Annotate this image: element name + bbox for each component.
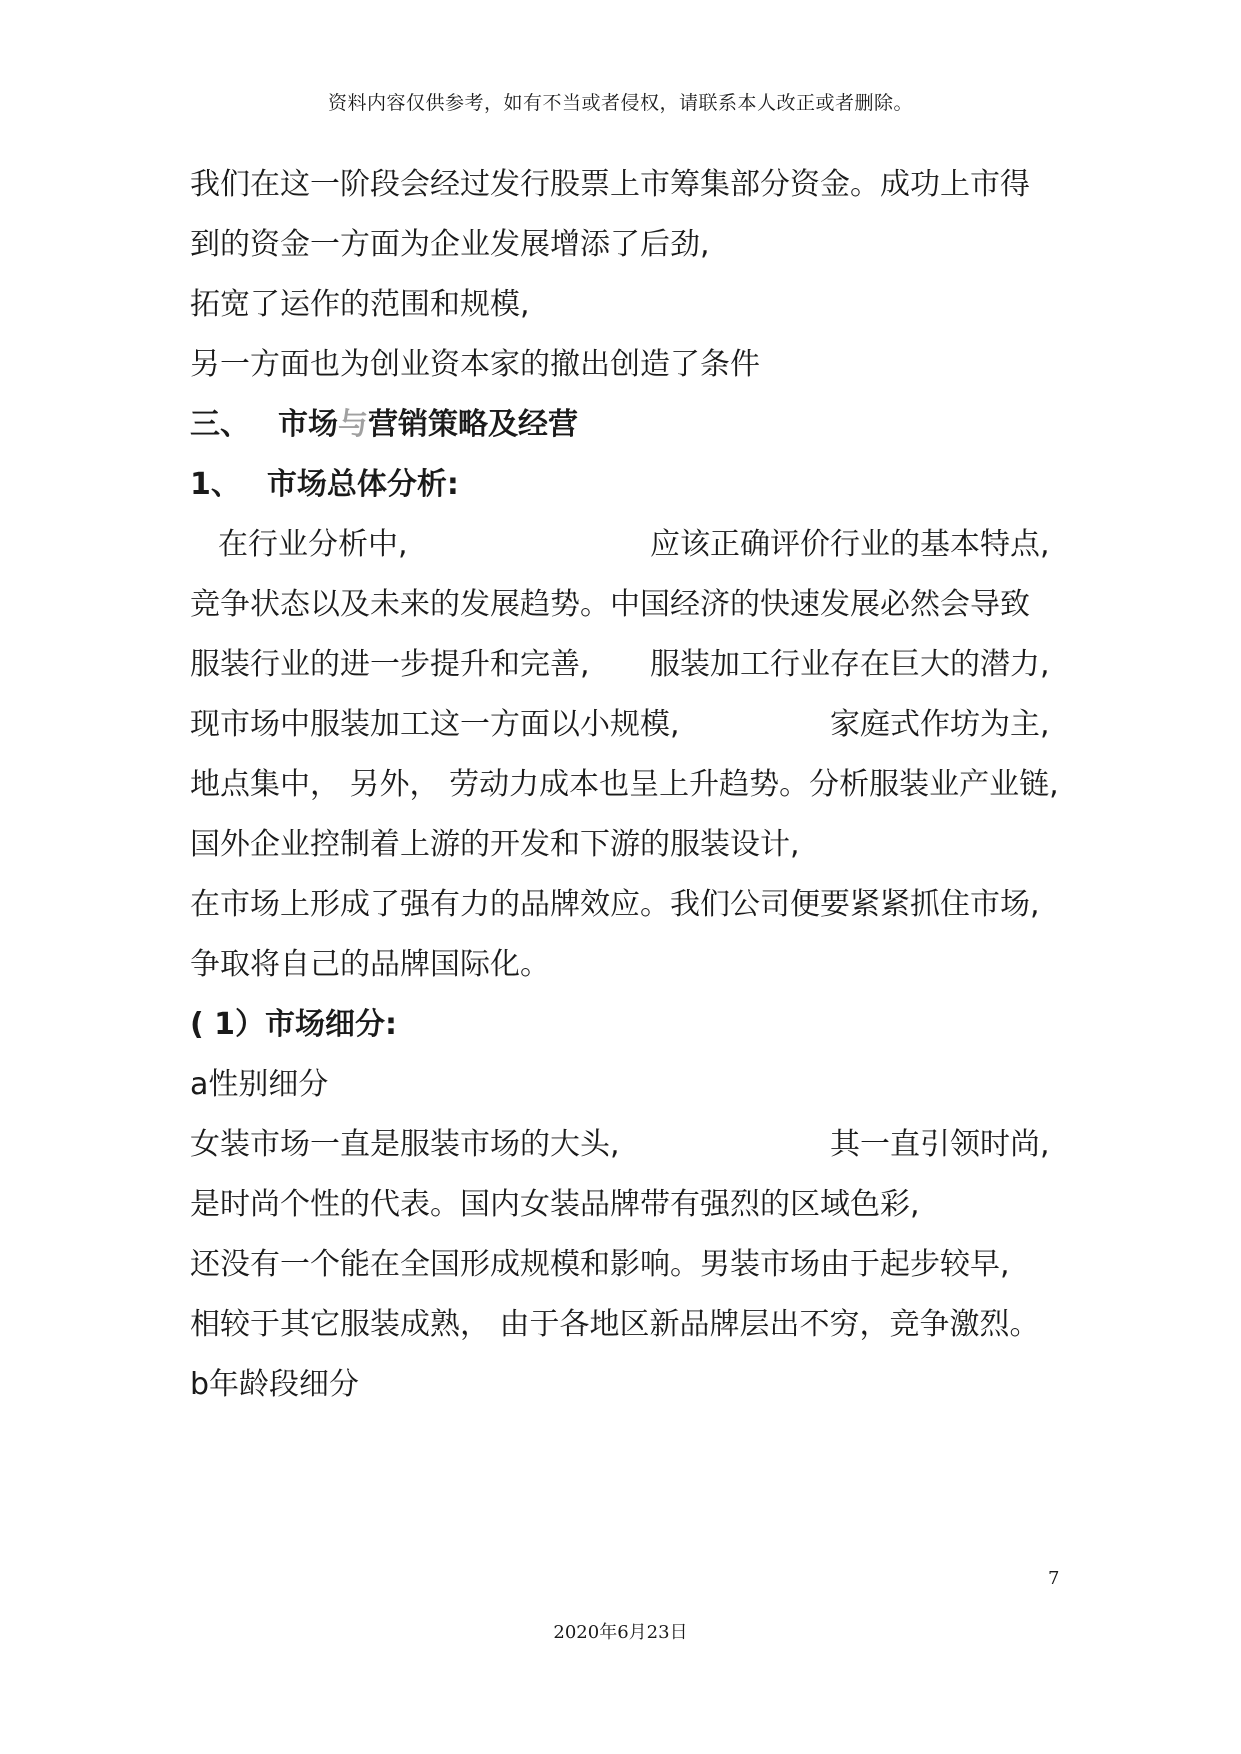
text-segment: 服装加工行业存在巨大的潜力, [650, 647, 1050, 682]
footer-date: 2020年6月23日 [553, 1622, 688, 1643]
paragraph-line: 拓宽了运作的范围和规模, [190, 287, 530, 322]
section-title-part: 与 [338, 407, 368, 442]
paragraph-line: 竞争状态以及未来的发展趋势。中国经济的快速发展必然会导致 [190, 587, 1030, 622]
paragraph-line [190, 1125, 620, 1165]
subsection-heading: ( 1）市场细分: [190, 1007, 398, 1042]
text-segment: 现市场中服装加工这一方面以小规模, [190, 707, 680, 742]
section-title-part: 营销策略及经营 [368, 407, 578, 442]
page-header-disclaimer: 资料内容仅供参考，如有不当或者侵权，请联系本人改正或者删除。 [327, 92, 913, 114]
text-segment: 女装市场一直是服装市场的大头, [190, 1127, 620, 1162]
paragraph-line: 争取将自己的品牌国际化。 [190, 947, 550, 982]
paragraph-line: 国外企业控制着上游的开发和下游的服装设计, [190, 827, 800, 862]
subsection-title: 市场总体分析: [266, 467, 459, 502]
paragraph-line [830, 1125, 1050, 1165]
section-number: 三、 [190, 407, 250, 442]
item-heading: a性别细分 [190, 1067, 329, 1102]
paragraph-line: 是时尚个性的代表。国内女装品牌带有强烈的区域色彩, [190, 1187, 920, 1222]
text-segment: 其一直引领时尚, [830, 1127, 1050, 1162]
paragraph-line: 另一方面也为创业资本家的撤出创造了条件 [190, 347, 760, 382]
paragraph-line [190, 645, 590, 685]
paragraph-line [218, 525, 408, 565]
subsection-number: 1、 [190, 467, 241, 502]
page-number: 7 [1048, 1568, 1060, 1589]
paragraph-line [650, 525, 1050, 565]
text-segment: 在行业分析中, [218, 527, 408, 562]
paragraph-line: 地点集中， 另外， 劳动力成本也呈上升趋势。分析服装业产业链, [190, 767, 1059, 802]
section-heading [190, 405, 578, 445]
paragraph-line [190, 705, 680, 745]
paragraph-line: 我们在这一阶段会经过发行股票上市筹集部分资金。成功上市得 [190, 167, 1030, 202]
paragraph-line [650, 645, 1050, 685]
paragraph-line: 相较于其它服装成熟， 由于各地区新品牌层出不穷，竞争激烈。 [190, 1307, 1040, 1342]
text-segment: 应该正确评价行业的基本特点, [650, 527, 1050, 562]
paragraph-line [830, 705, 1050, 745]
subsection-heading [190, 465, 459, 505]
section-title-part: 市场 [278, 407, 338, 442]
item-heading: b年龄段细分 [190, 1367, 360, 1402]
text-segment: 服装行业的进一步提升和完善, [190, 647, 590, 682]
paragraph-line: 还没有一个能在全国形成规模和影响。男装市场由于起步较早, [190, 1247, 1010, 1282]
paragraph-line: 到的资金一方面为企业发展增添了后劲, [190, 227, 710, 262]
paragraph-line: 在市场上形成了强有力的品牌效应。我们公司便要紧紧抓住市场, [190, 887, 1040, 922]
text-segment: 家庭式作坊为主, [830, 707, 1050, 742]
